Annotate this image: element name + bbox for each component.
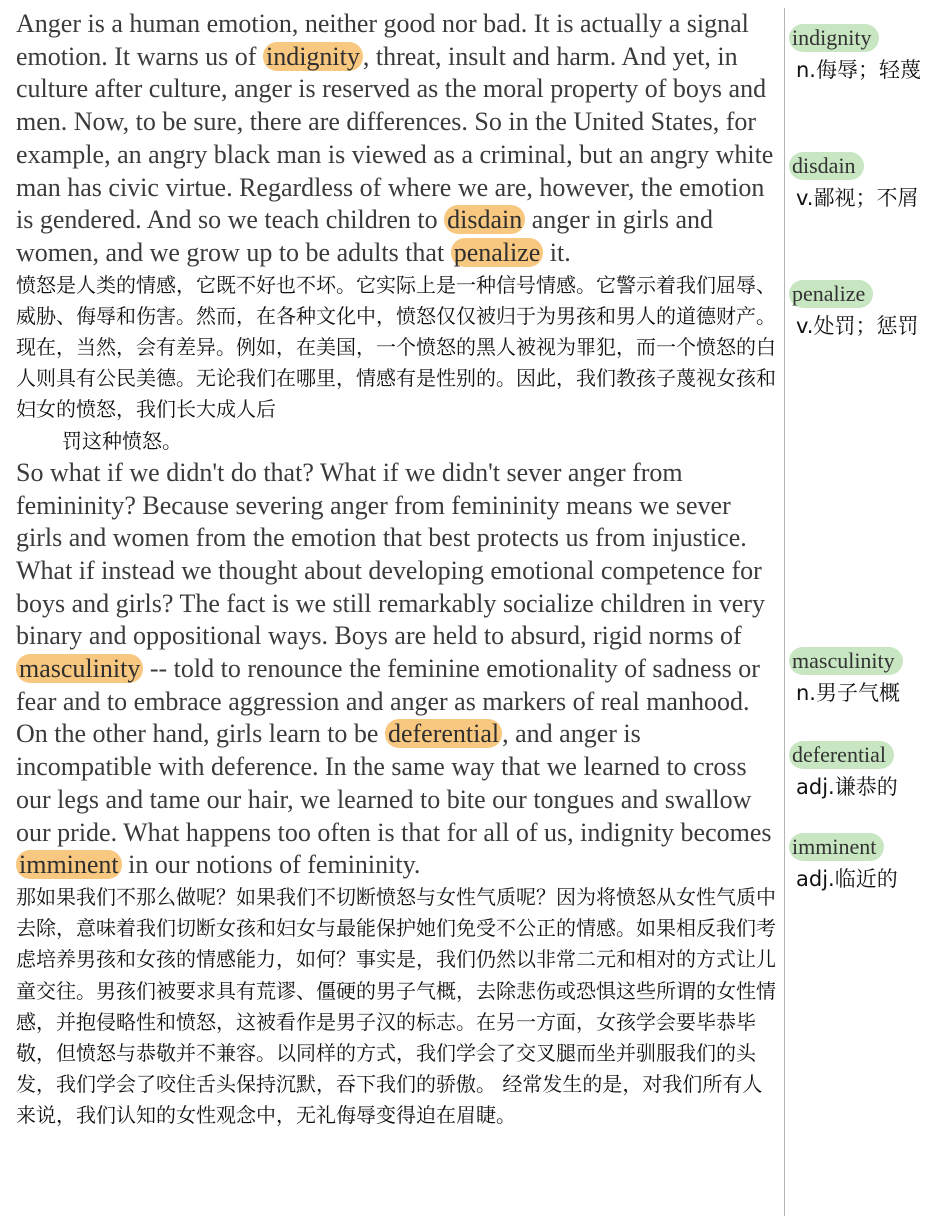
glossary-word[interactable]: imminent xyxy=(789,833,884,861)
glossary-word[interactable]: penalize xyxy=(789,280,873,308)
english-paragraph-1 xyxy=(16,8,780,270)
text-span: , threat, insult and harm. And yet, in culture after culture, anger is reserved as the moral property of boys and men. Now, to be sure, there are differences. So in the United States, for example, an angry black man is viewed as a criminal, but an angry white man has civic virtue. Regardless of where we are, however, the emotion is gendered. And so we teach children to xyxy=(16,41,774,235)
chinese-translation-2 xyxy=(16,882,780,1132)
glossary-word[interactable]: deferential xyxy=(789,741,894,769)
text-span: it. xyxy=(543,237,571,267)
translation-text: 愤怒是人类的情感，它既不好也不坏。它实际上是一种信号情感。它警示着我们屈辱、威胁、侮辱和伤害。然而，在各种文化中，愤怒仅仅被归于为男孩和男人的道德财产。现在，当然，会有差异。例如，在美国，一个愤怒的黑人被视为罪犯，而一个愤怒的白人则具有公民美德。无论我们在哪里，情感有是性别的。因此，我们教孩子蔑视女孩和妇女的愤怒，我们长大成人后 xyxy=(16,272,776,422)
text-span: -- told to renounce the feminine emotionality of sadness or fear and to embrace aggression and anger as markers of real manhood. On the other hand, girls learn to be xyxy=(16,654,760,749)
highlighted-word-deferential[interactable]: deferential xyxy=(385,719,502,748)
glossary-definition: adj.谦恭的 xyxy=(796,775,898,799)
article-body xyxy=(16,8,780,1132)
translation-text-tail: 罚这种愤怒。 xyxy=(62,428,182,453)
glossary-entry-disdain xyxy=(792,152,946,214)
highlighted-word-masculinity[interactable]: masculinity xyxy=(16,654,143,683)
text-span: anger in girls and women, and we grow up to be adults that xyxy=(16,205,713,267)
highlighted-word-indignity[interactable]: indignity xyxy=(263,42,363,71)
glossary-entry-deferential xyxy=(792,741,946,803)
glossary-word[interactable]: masculinity xyxy=(789,647,903,675)
glossary-entry-penalize xyxy=(792,280,946,342)
glossary-word[interactable]: disdain xyxy=(789,152,864,180)
chinese-translation-1 xyxy=(16,270,780,457)
glossary-definition: n.侮辱；轻蔑 xyxy=(796,58,921,82)
glossary-entry-masculinity xyxy=(792,647,946,709)
text-span: Anger is a human emotion, neither good nor bad. It is actually a signal emotion. It warns us of xyxy=(16,9,749,71)
glossary-definition: adj.临近的 xyxy=(796,867,898,891)
glossary-definition: n.男子气概 xyxy=(796,681,900,705)
text-span: in our notions of femininity. xyxy=(121,850,421,880)
glossary-word[interactable]: indignity xyxy=(789,24,879,52)
glossary-definition: v.鄙视；不屑 xyxy=(796,186,919,210)
translation-text: 那如果我们不那么做呢？如果我们不切断愤怒与女性气质呢？因为将愤怒从女性气质中去除，意味着我们切断女孩和妇女与最能保护她们免受不公正的情感。如果相反我们考虑培养男孩和女孩的情感能力，如何？事实是，我们仍然以非常二元和相对的方式让儿童交往。男孩们被要求具有荒谬、僵硬的男子气概，去除悲伤或恐惧这些所谓的女性情感，并抱侵略性和愤怒，这被看作是男子汉的标志。在另一方面，女孩学会要毕恭毕敬，但愤怒与恭敬并不兼容。以同样的方式，我们学会了交叉腿而坐并驯服我们的头发，我们学会了咬住舌头保持沉默，吞下我们的骄傲。 经常发生的是，对我们所有人来说，我们认知的女性观念中，无礼侮辱变得迫在眉睫。 xyxy=(16,884,776,1128)
highlighted-word-disdain[interactable]: disdain xyxy=(444,205,525,234)
highlighted-word-penalize[interactable]: penalize xyxy=(451,238,544,267)
highlighted-word-imminent[interactable]: imminent xyxy=(16,850,122,879)
glossary-entry-indignity xyxy=(792,24,946,86)
sidebar-divider xyxy=(784,8,785,1216)
english-paragraph-2 xyxy=(16,457,780,882)
text-span: So what if we didn't do that? What if we didn't sever anger from femininity? Because severing anger from femininity means we sever girls and women from the emotion that best protects us from injustice. What if instead we thought about developing emotional competence for boys and girls? The fact is we still remarkably socialize children in very binary and oppositional ways. Boys are held to absurd, rigid norms of xyxy=(16,457,765,651)
glossary-entry-imminent xyxy=(792,833,946,895)
text-span: , and anger is incompatible with deference. In the same way that we learned to cross our legs and tame our hair, we learned to bite our tongues and swallow our pride. What happens too often is that for all of us, indignity becomes xyxy=(16,719,772,847)
glossary-definition: v.处罚；惩罚 xyxy=(796,314,919,338)
